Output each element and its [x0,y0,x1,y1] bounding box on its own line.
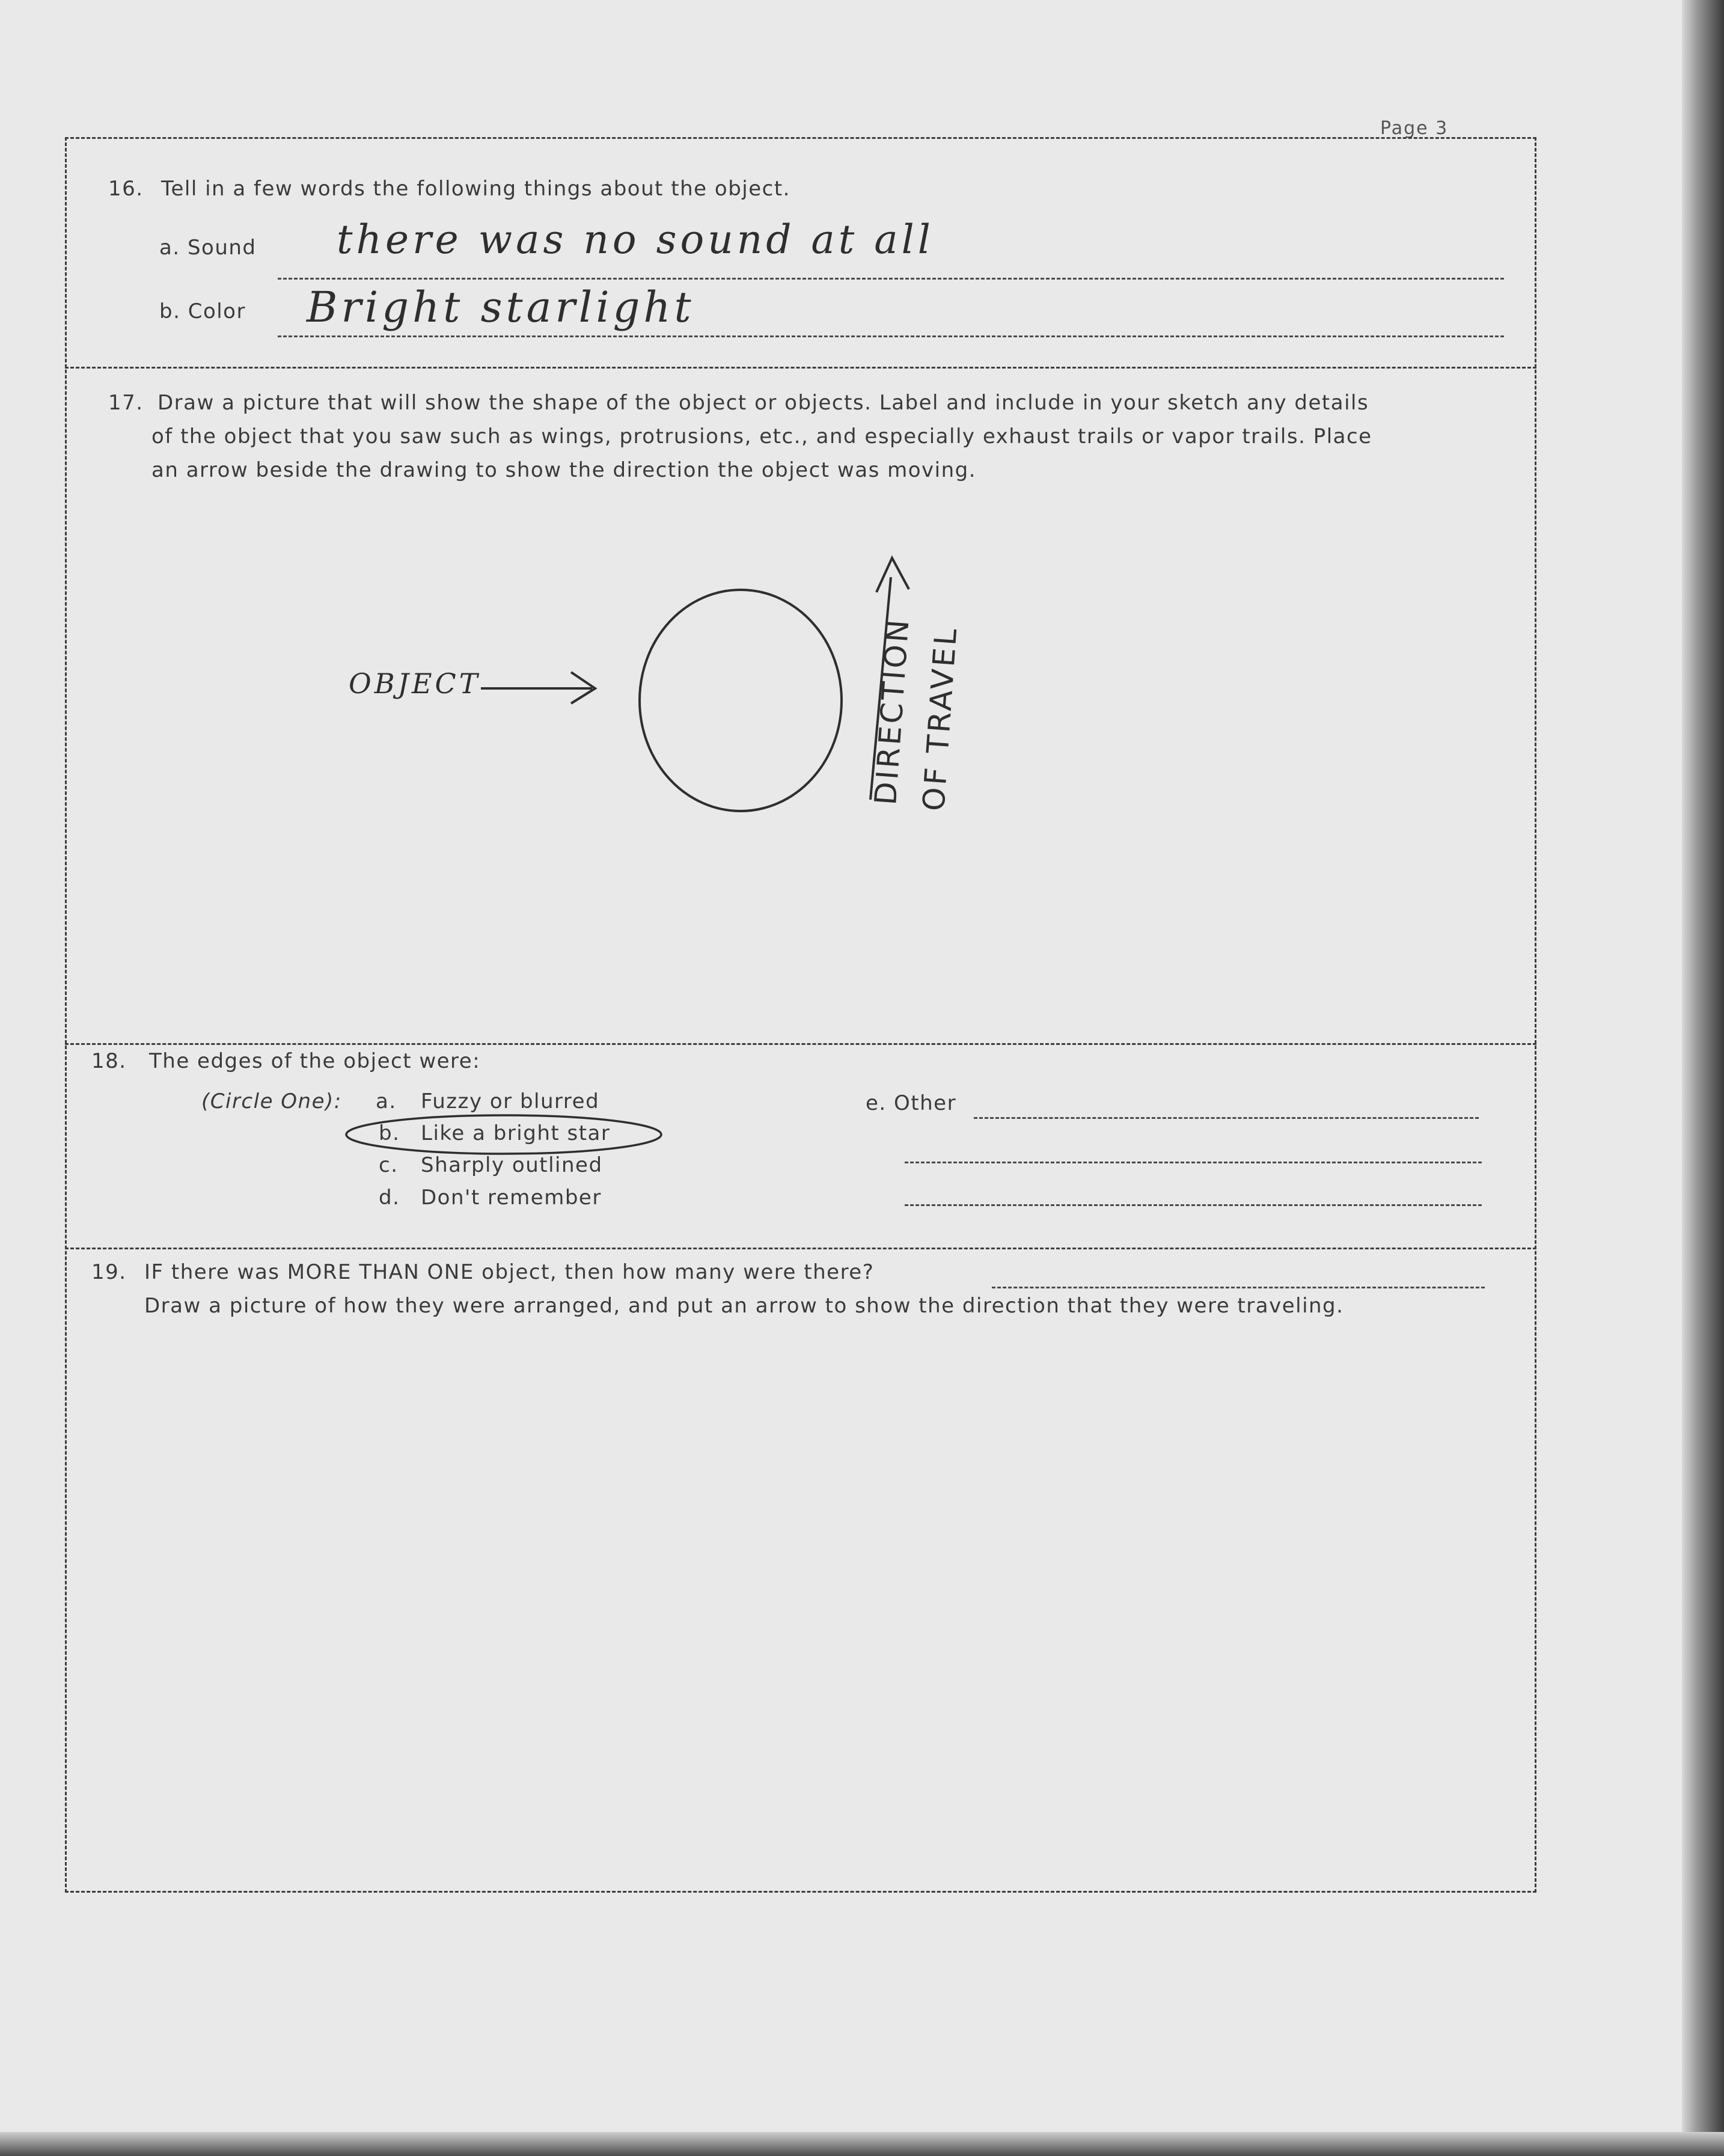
q16-color-answer: Bright starlight [307,283,695,332]
q18-option-c-letter: c. [379,1153,399,1177]
q18-option-b-letter: b. [379,1121,400,1145]
q18-other-line-1 [974,1117,1479,1119]
q18-prompt: The edges of the object were: [149,1049,481,1073]
page-number: Page 3 [1380,118,1449,139]
q18-option-a-text: Fuzzy or blurred [421,1089,600,1113]
q18-option-a-letter: a. [376,1089,397,1113]
direction-label-2: OF TRAVEL [916,625,964,812]
q19-count-line [992,1287,1485,1288]
q16-number: 16. [108,177,144,201]
q18-option-d-letter: d. [379,1186,400,1210]
q19-number: 19. [91,1260,127,1284]
q18-instruction: (Circle One): [201,1089,342,1113]
object-circle [640,590,842,811]
q17-prompt-line1: Draw a picture that will show the shape of the object or objects. Label and include in your sketch any details [157,391,1369,415]
object-label: OBJECT [349,667,481,700]
q18-option-c-text: Sharply outlined [421,1153,603,1177]
q18-other-line-2 [905,1162,1482,1163]
direction-arrow-head [876,558,909,592]
q16-sound-label: a. Sound [159,236,257,260]
q19-prompt-line1: IF there was MORE THAN ONE object, then how many were there? [144,1260,875,1284]
q17-prompt-line2: of the object that you saw such as wings, protrusions, etc., and especially exhaust trails or vapor trails. Place [151,424,1372,449]
q19-prompt-line2: Draw a picture of how they were arranged, and put an arrow to show the direction that they were traveling. [144,1294,1344,1318]
q17-number: 17. [108,391,144,415]
q18-number: 18. [91,1049,127,1073]
q17-prompt-line3: an arrow beside the drawing to show the direction the object was moving. [151,458,977,482]
q18-option-b-text: Like a bright star [421,1121,611,1145]
q16-sound-answer: there was no sound at all [337,216,934,263]
q18-other-label: e. Other [866,1091,957,1115]
q16-prompt: Tell in a few words the following things about the object. [161,177,790,201]
q18-other-line-3 [905,1204,1482,1206]
direction-label-1: DIRECTION [868,616,916,806]
q16-color-label: b. Color [159,299,246,323]
q18-option-d-text: Don't remember [421,1186,602,1210]
